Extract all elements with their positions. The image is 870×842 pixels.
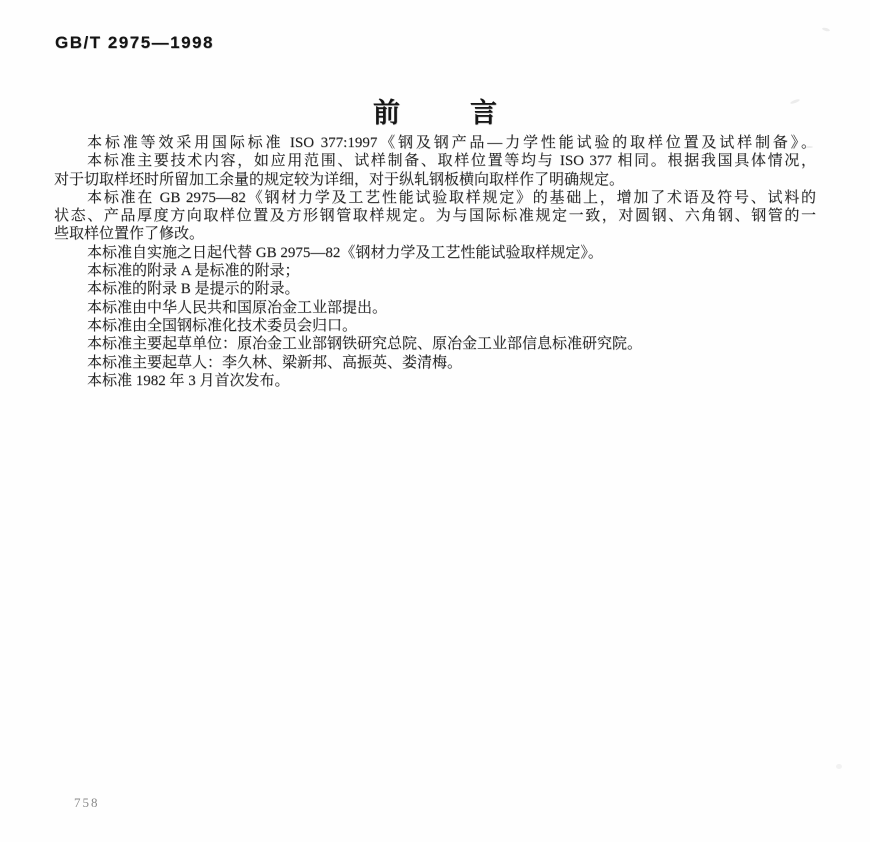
scan-speck <box>836 764 842 769</box>
foreword-title-char: 前 <box>373 98 400 128</box>
foreword-title <box>55 91 815 130</box>
foreword-line: 本标准自实施之日起代替 GB 2975—82《钢材力学及工艺性能试验取样规定》。 <box>87 244 603 261</box>
scan-speck <box>822 27 831 32</box>
standard-number: GB/T 2975—1998 <box>55 33 214 52</box>
foreword-line: 本标准由中华人民共和国原冶金工业部提出。 <box>87 299 388 316</box>
foreword-line: 对于切取样坯时所留加工余量的规定较为详细，对于纵轧钢板横向取样作了明确规定。 <box>54 171 625 188</box>
foreword-body <box>54 134 816 390</box>
foreword-line: 状态、产品厚度方向取样位置及方形钢管取样规定。为与国际标准规定一致，对圆钢、六角钢、钢管的一 <box>54 208 816 225</box>
foreword-line: 本标准的附录 A 是标准的附录； <box>87 263 300 280</box>
foreword-line: 本标准主要技术内容，如应用范围、试样制备、取样位置等均与 ISO 377 相同。根据我国具体情况， <box>87 153 816 170</box>
foreword-line: 本标准主要起草单位：原冶金工业部钢铁研究总院、原冶金工业部信息标准研究院。 <box>87 336 643 353</box>
foreword-line: 本标准主要起草人：李久林、梁新邦、高振英、娄清梅。 <box>87 354 463 371</box>
foreword-line: 本标准的附录 B 是提示的附录。 <box>87 281 300 298</box>
foreword-line: 些取样位置作了修改。 <box>54 226 205 243</box>
foreword-line: 本标准在 GB 2975—82《钢材力学及工艺性能试验取样规定》的基础上，增加了术语及符号、试料的 <box>87 189 816 206</box>
foreword-line: 本标准 1982 年 3 月首次发布。 <box>87 372 290 389</box>
scan-speck <box>806 146 813 148</box>
page-number: 758 <box>74 795 100 810</box>
foreword-title-char: 言 <box>470 98 497 128</box>
foreword-line: 本标准由全国钢标准化技术委员会归口。 <box>87 317 358 334</box>
foreword-line: 本标准等效采用国际标准 ISO 377:1997《钢及钢产品—力学性能试验的取样位置及试样制备》。 <box>87 135 816 151</box>
